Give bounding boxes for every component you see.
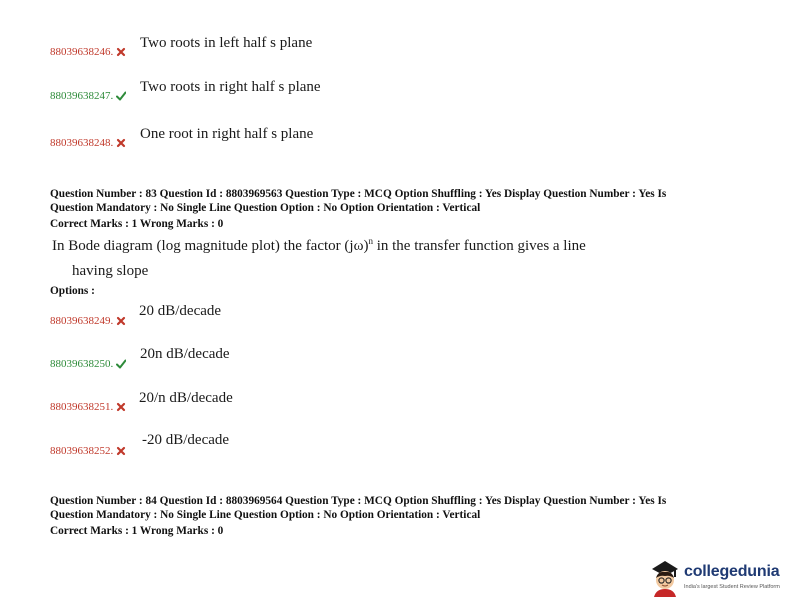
option-id: 88039638251. [50, 401, 126, 413]
option-id: 88039638248. [50, 137, 126, 149]
option-text: 20 dB/decade [139, 303, 222, 319]
option-text: -20 dB/decade [142, 432, 230, 448]
option-text: Two roots in right half s plane [140, 79, 321, 95]
cross-icon [116, 402, 126, 412]
header-line: Question Number : 84 Question Id : 8803969564 Question Type : MCQ Option Shuffling : Yes Display Question Number : Yes Is [50, 495, 667, 507]
check-icon [116, 359, 126, 369]
student-avatar-icon [648, 557, 682, 597]
option-text: 20n dB/decade [140, 346, 230, 362]
option-id: 88039638249. [50, 315, 126, 327]
cross-icon [116, 316, 126, 326]
cross-icon [116, 446, 126, 456]
option-id: 88039638247. [50, 90, 126, 102]
header-line: Question Number : 83 Question Id : 8803969563 Question Type : MCQ Option Shuffling : Yes Display Question Number : Yes Is [50, 188, 667, 200]
question-84-header [50, 494, 750, 522]
cross-icon [116, 138, 126, 148]
logo-name: collegedunia [684, 563, 780, 580]
question-83-marks: Correct Marks : 1 Wrong Marks : 0 [50, 218, 224, 230]
options-label: Options : [50, 285, 95, 297]
question-83-text-line2: having slope [72, 263, 149, 279]
collegedunia-logo [648, 555, 788, 600]
question-84-marks: Correct Marks : 1 Wrong Marks : 0 [50, 525, 224, 537]
logo-tagline: India's largest Student Review Platform [684, 584, 780, 590]
option-id: 88039638250. [50, 358, 126, 370]
option-id: 88039638252. [50, 445, 126, 457]
question-83-text-line1: In Bode diagram (log magnitude plot) the factor $(j\omega)^n$ in the transfer function gives a line [52, 236, 586, 254]
option-id: 88039638246. [50, 46, 126, 58]
header-line: Question Mandatory : No Single Line Question Option : No Option Orientation : Vertical [50, 202, 481, 214]
cross-icon [116, 47, 126, 57]
question-83-header [50, 187, 750, 215]
header-line: Question Mandatory : No Single Line Question Option : No Option Orientation : Vertical [50, 509, 481, 521]
option-text: 20/n dB/decade [139, 390, 233, 406]
option-text: One root in right half s plane [140, 126, 314, 142]
check-icon [116, 91, 126, 101]
option-text: Two roots in left half s plane [140, 35, 313, 51]
